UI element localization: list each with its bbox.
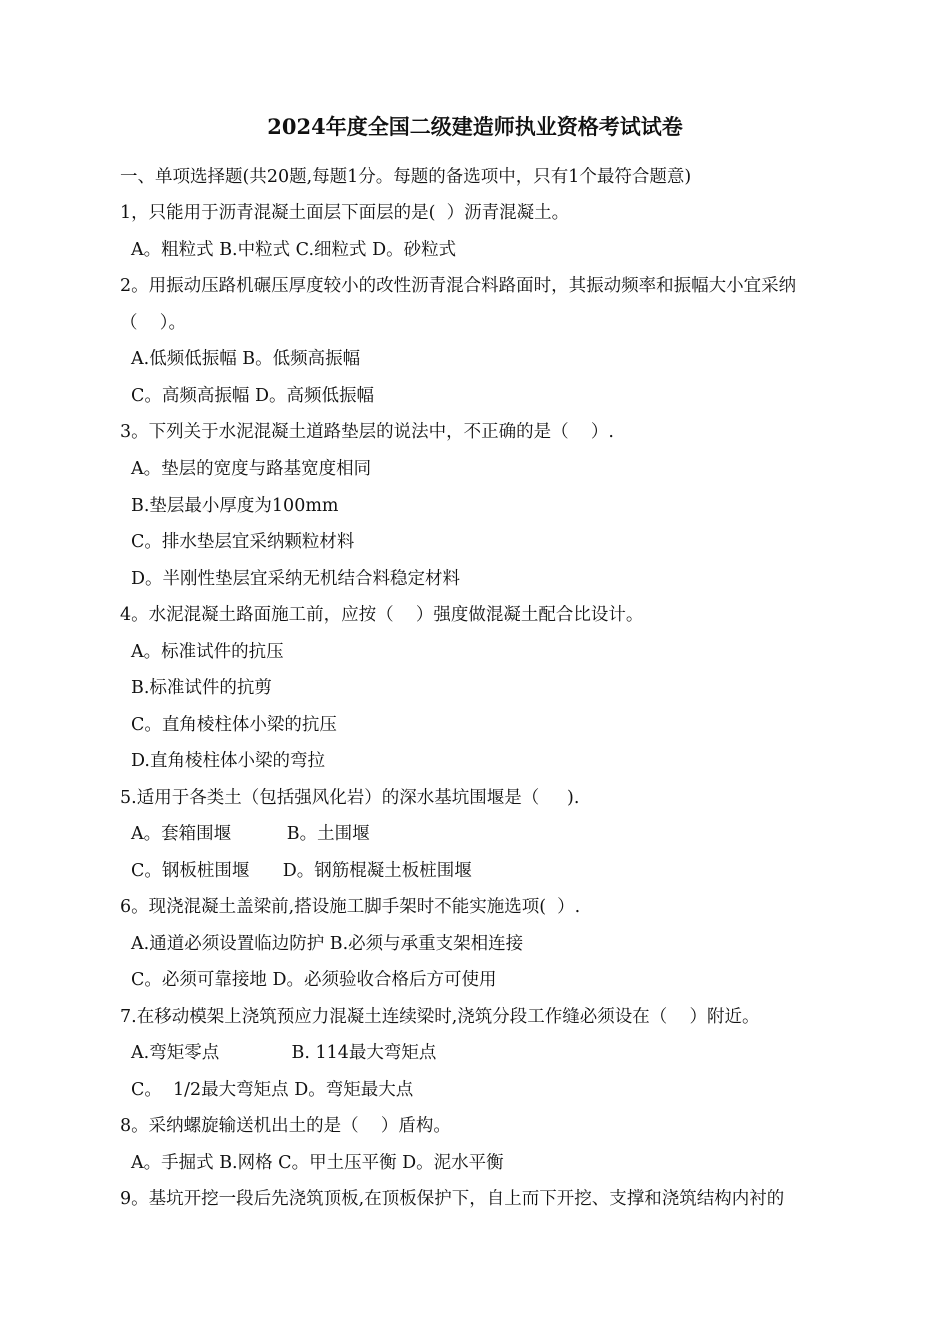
question-3-option-c: C。排水垫层宜采纳颗粒材料 <box>131 532 355 552</box>
question-5-options-cd: C。钢板桩围堰 D。钢筋棍凝土板桩围堰 <box>131 861 472 881</box>
question-9: 9。基坑开挖一段后先浇筑顶板,在顶板保护下，自上而下开挖、支撑和浇筑结构内衬的 <box>120 1189 785 1209</box>
question-2-options-cd: C。高频高振幅 D。高频低振幅 <box>131 386 374 406</box>
question-7-options-cd: C。 1/2最大弯矩点 D。弯矩最大点 <box>131 1080 414 1100</box>
question-2: 2。用振动压路机碾压厚度较小的改性沥青混合料路面时，其振动频率和振幅大小宜采纳 <box>120 276 797 296</box>
question-4-option-b: B.标准试件的抗剪 <box>131 678 272 698</box>
question-8-options: A。手掘式 B.网格 C。甲土压平衡 D。泥水平衡 <box>131 1153 504 1173</box>
question-7-options-ab: A.弯矩零点 B. 114最大弯矩点 <box>131 1043 437 1063</box>
question-4-option-a: A。标准试件的抗压 <box>131 642 284 662</box>
question-6: 6。现浇混凝土盖梁前,搭设施工脚手架时不能实施选项( ）. <box>120 897 581 917</box>
question-2-options-ab: A.低频低振幅 B。低频高振幅 <box>131 349 361 369</box>
question-3-option-b: B.垫层最小厚度为100mm <box>131 496 339 516</box>
question-8: 8。采纳螺旋输送机出土的是（ ）盾构。 <box>120 1116 451 1136</box>
question-3-option-d: D。半刚性垫层宜采纳无机结合料稳定材料 <box>131 569 461 589</box>
question-1-options: A。粗粒式 B.中粒式 C.细粒式 D。砂粒式 <box>131 240 457 260</box>
question-4-option-d: D.直角棱柱体小梁的弯拉 <box>131 751 325 771</box>
question-3: 3。下列关于水泥混凝土道路垫层的说法中，不正确的是（ ）. <box>120 422 614 442</box>
question-4: 4。水泥混凝土路面施工前，应按（ ）强度做混凝土配合比设计。 <box>120 605 644 625</box>
question-5: 5.适用于各类土（包括强风化岩）的深水基坑围堰是（ ). <box>120 788 580 808</box>
section-heading: 一、单项选择题(共20题,每题1分。每题的备选项中，只有1个最符合题意) <box>120 167 692 187</box>
question-3-option-a: A。垫层的宽度与路基宽度相同 <box>131 459 372 479</box>
question-6-options-ab: A.通道必须设置临边防护 B.必须与承重支架相连接 <box>131 934 524 954</box>
document-title: 2024年度全国二级建造师执业资格考试试卷 <box>267 114 683 139</box>
question-4-option-c: C。直角棱柱体小梁的抗压 <box>131 715 337 735</box>
question-2-continued: （ ）。 <box>120 313 187 333</box>
question-7: 7.在移动模架上浇筑预应力混凝土连续梁时,浇筑分段工作缝必须设在（ ）附近。 <box>120 1007 760 1027</box>
question-1: 1，只能用于沥青混凝土面层下面层的是( ）沥青混凝土。 <box>120 203 570 223</box>
question-5-options-ab: A。套箱围堰 B。土围堰 <box>131 824 370 844</box>
question-6-options-cd: C。必须可靠接地 D。必须验收合格后方可使用 <box>131 970 497 990</box>
